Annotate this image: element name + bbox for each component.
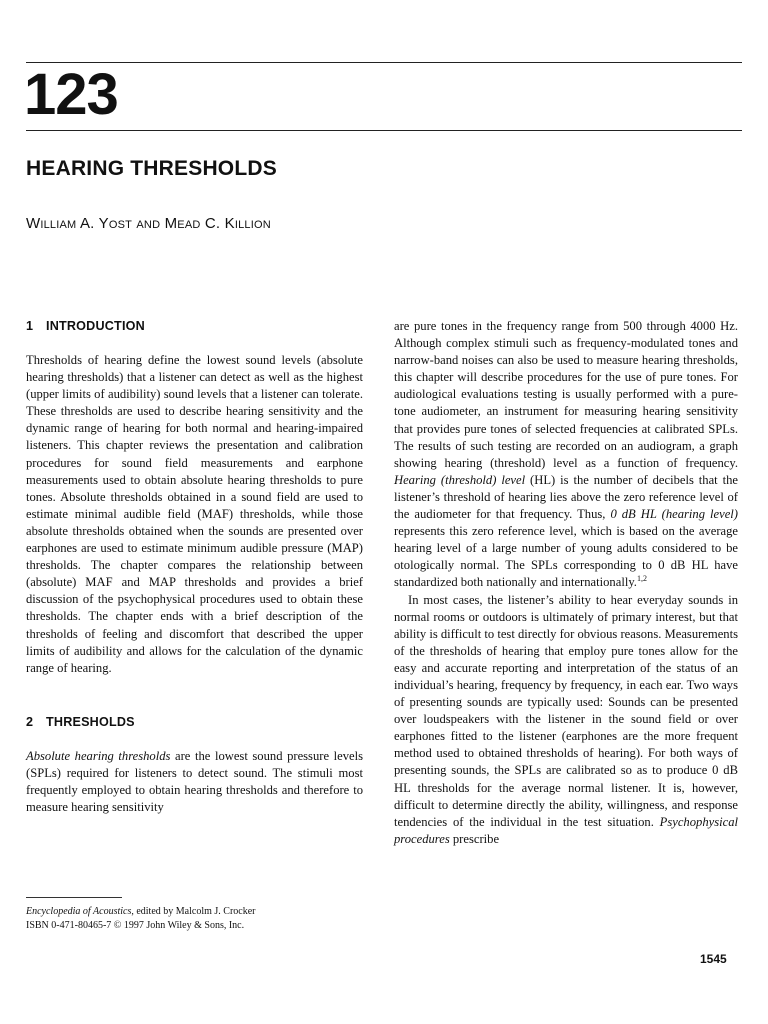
section-heading-thresholds — [26, 714, 363, 731]
italic-term: Hearing (threshold) level — [394, 472, 526, 487]
page-number: 1545 — [700, 952, 727, 966]
thresholds-paragraph — [26, 748, 363, 816]
footnote-text: , edited by Malcolm J. Crocker — [131, 906, 256, 917]
title-rule — [26, 130, 742, 131]
footnote — [26, 905, 255, 933]
right-column — [394, 318, 738, 848]
footnote-rule — [26, 897, 122, 898]
chapter-number: 123 — [24, 62, 118, 127]
paragraph-text: prescribe — [449, 831, 500, 846]
paragraph-text: are pure tones in the frequency range from 500 through 4000 Hz. Although complex stimuli such as frequency-modulated tones and narrow-band noises can also be used to measure hearing thresholds, this chapter will describe procedures for the use of pure tones. For audiological evaluations testing is usually performed with a pure-tone audiometer, an instrument for measuring hearing sensitivity that provides pure tones of selected frequencies at calibrated SPLs. The results of such testing are recorded on an audiogram, a graph showing hearing (threshold) level as a function of frequency. — [394, 319, 738, 470]
left-column — [26, 318, 363, 816]
top-rule — [26, 62, 742, 63]
italic-term: 0 dB HL (hearing level) — [610, 507, 738, 522]
listener-paragraph — [394, 592, 738, 848]
italic-term: Absolute hearing thresholds — [26, 748, 171, 763]
section-number: 1 — [26, 319, 34, 333]
paragraph-text: In most cases, the listener’s ability to hear everyday sounds in normal rooms or outdoors is ultimately of primary interest, but that ability is difficult to test directly for obvious reasons. Measurements of the thresholds of hearing that employ pure tones allow for the easy and accurate reporting and interpretation of the status of an individual’s hearing, frequency by frequency, in each ear. Two ways of presenting sounds are typically used: Sounds can be presented over loudspeakers with the listener in the sound field or over earphones fitted to the listener (earphones are the more frequent method used to obtained thresholds of hearing). For both ways of presenting sounds, the SPLs are calibrated so as to produce 0 dB HL thresholds for the average normal listener. It is, however, difficult to determine directly the ability, willingness, and response tendencies of the individual in the test situation. — [394, 592, 738, 829]
book-title: Encyclopedia of Acoustics — [26, 906, 132, 917]
introduction-paragraph: Thresholds of hearing define the lowest sound levels (absolute hearing thresholds) that a listener can detect as well as the highest (upper limits of audibility) sound levels that a listener can tolerate. These thresholds are used to describe hearing sensitivity and the dynamic range of hearing for both normal and hearing-impaired listeners. This chapter reviews the presentation and calibration procedures for sound field measurements and earphone measurements used to obtain absolute hearing thresholds to pure tones. Absolute thresholds obtained in a sound field are used to estimate minimal audible field (MAF) thresholds, while those absolute thresholds obtained when the sounds are presented over earphones are used to estimate minimum audible pressure (MAP) thresholds. The chapter compares the relationship between (absolute) MAF and MAP thresholds and provides a brief discussion of the psychophysical procedures used to obtain these thresholds. The chapter ends with a brief description of the thresholds of feeling and discomfort that described the upper limits of audibility and allows for the calculation of the dynamic range of hearing. — [26, 353, 363, 675]
section-title: INTRODUCTION — [46, 319, 145, 333]
paragraph-text: represents this zero reference level, which is based on the average hearing level of a large number of young adults considered to be otologically normal. The SPLs corresponding to 0 dB HL have standardized both nationally and internationally. — [394, 524, 738, 590]
italic-term: Psychophysical procedures — [394, 814, 738, 846]
section-number: 2 — [26, 714, 34, 729]
citation-ref: 1,2 — [636, 574, 647, 584]
footnote-line-2: ISBN 0-471-80465-7 © 1997 John Wiley & Sons, Inc. — [26, 920, 245, 931]
section-title: THRESHOLDS — [46, 714, 135, 729]
authors: William A. Yost and Mead C. Killion — [26, 215, 271, 232]
chapter-title: HEARING THRESHOLDS — [26, 157, 277, 180]
footnote-line-1 — [26, 905, 255, 919]
continued-paragraph — [394, 318, 738, 592]
section-heading-introduction — [26, 318, 363, 335]
paragraph-text: are the lowest sound pressure levels (SPLs) required for listeners to detect sound. The stimuli most frequently employed to obtain hearing thresholds and therefore to measure hearing sensitivity — [26, 748, 363, 815]
paragraph-text: (HL) is the number of decibels that the listener’s threshold of hearing lies above the zero reference level of the audiometer for that frequency. Thus, — [394, 472, 738, 522]
